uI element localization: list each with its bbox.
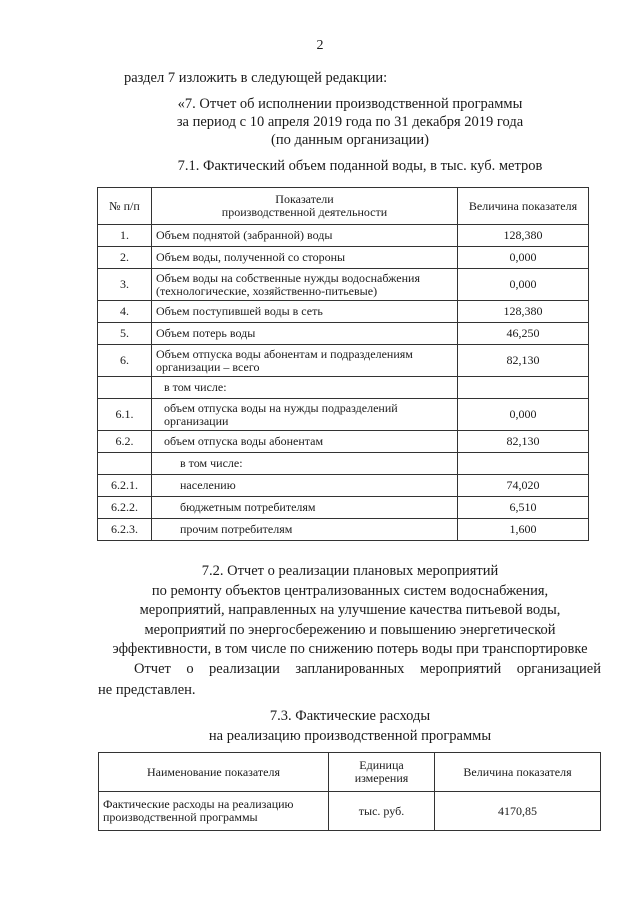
row-value: 1,600 [458, 519, 589, 541]
row-value: 0,000 [458, 247, 589, 269]
row-value: 74,020 [458, 475, 589, 497]
water-volume-table [97, 187, 589, 541]
row-num [98, 377, 152, 399]
table-row [98, 247, 589, 269]
row-num: 4. [98, 301, 152, 323]
subsection-title-line: 7.3. Фактические расходы [269, 708, 431, 724]
row-value: 46,250 [458, 323, 589, 345]
subsection-7-2-title [100, 562, 600, 660]
row-label: населению [152, 475, 458, 497]
table-row [98, 399, 589, 431]
row-value [458, 377, 589, 399]
paragraph-line: Отчет о реализации запланированных мероприятий организацией [134, 661, 601, 677]
table-row [98, 497, 589, 519]
row-name: Фактические расходы на реализацию производственной программы [99, 792, 329, 831]
expenses-table [98, 752, 601, 831]
subsection-title-line: 7.2. Отчет о реализации плановых мероприятий [201, 563, 499, 579]
row-value: 82,130 [458, 345, 589, 377]
page-number: 2 [316, 38, 324, 53]
row-label: объем отпуска воды на нужды подразделений организации [152, 399, 458, 431]
row-label: в том числе: [152, 453, 458, 475]
row-label: Объем поднятой (забранной) воды [152, 225, 458, 247]
section-title-line: за период с 10 апреля 2019 года по 31 декабря 2019 года [176, 114, 524, 130]
row-num: 6.2. [98, 431, 152, 453]
table-header-row [98, 188, 589, 225]
row-label: Объем потерь воды [152, 323, 458, 345]
table-row [98, 377, 589, 399]
row-label: прочим потребителям [152, 519, 458, 541]
report-paragraph [98, 659, 601, 701]
row-unit: тыс. руб. [329, 792, 435, 831]
row-value: 0,000 [458, 399, 589, 431]
header-indicator: Показатели производственной деятельности [152, 188, 458, 225]
section-7-title [140, 95, 560, 149]
header-value: Величина показателя [435, 753, 601, 792]
subsection-title-line: мероприятий, направленных на улучшение качества питьевой воды, [139, 602, 561, 618]
row-label: Объем воды на собственные нужды водоснабжения (технологические, хозяйственно-питьевые) [152, 269, 458, 301]
row-value [458, 453, 589, 475]
subsection-title-line: на реализацию производственной программы [208, 728, 492, 744]
header-name: Наименование показателя [99, 753, 329, 792]
row-num: 6.2.1. [98, 475, 152, 497]
row-label: в том числе: [152, 377, 458, 399]
section-title-line: (по данным организации) [270, 132, 429, 148]
row-num: 5. [98, 323, 152, 345]
row-value: 0,000 [458, 269, 589, 301]
subsection-title-line: мероприятий по энергосбережению и повышению энергетической [144, 621, 556, 638]
header-num: № п/п [98, 188, 152, 225]
row-label: Объем воды, полученной со стороны [152, 247, 458, 269]
row-label: объем отпуска воды абонентам [152, 431, 458, 453]
row-num [98, 453, 152, 475]
table-row [98, 323, 589, 345]
row-num: 6.1. [98, 399, 152, 431]
row-num: 2. [98, 247, 152, 269]
row-label: бюджетным потребителям [152, 497, 458, 519]
table-row [98, 519, 589, 541]
subsection-7-3-title [150, 706, 550, 746]
table-row [99, 792, 601, 831]
row-label: Объем отпуска воды абонентам и подразделениям организации – всего [152, 345, 458, 377]
table-row [98, 269, 589, 301]
section-title-line: «7. Отчет об исполнении производственной программы [177, 96, 523, 112]
row-label: Объем поступившей воды в сеть [152, 301, 458, 323]
table-row [98, 475, 589, 497]
subsection-title-line: эффективности, в том числе по снижению потерь воды при транспортировке [112, 641, 588, 657]
row-num: 1. [98, 225, 152, 247]
row-num: 3. [98, 269, 152, 301]
subsection-7-1-title: 7.1. Фактический объем поданной воды, в тыс. куб. метров [177, 158, 543, 174]
subsection-title-line: по ремонту объектов централизованных систем водоснабжения, [151, 582, 549, 599]
row-value: 128,380 [458, 301, 589, 323]
table-row [98, 301, 589, 323]
header-unit: Единица измерения [329, 753, 435, 792]
row-num: 6. [98, 345, 152, 377]
table-row [98, 453, 589, 475]
header-value: Величина показателя [458, 188, 589, 225]
row-value: 4170,85 [435, 792, 601, 831]
intro-text: раздел 7 изложить в следующей редакции: [124, 70, 388, 86]
row-value: 128,380 [458, 225, 589, 247]
row-num: 6.2.2. [98, 497, 152, 519]
table-row [98, 431, 589, 453]
paragraph-line: не представлен. [98, 682, 196, 698]
table-row [98, 345, 589, 377]
table-row [98, 225, 589, 247]
row-num: 6.2.3. [98, 519, 152, 541]
table-header-row [99, 753, 601, 792]
row-value: 82,130 [458, 431, 589, 453]
row-value: 6,510 [458, 497, 589, 519]
